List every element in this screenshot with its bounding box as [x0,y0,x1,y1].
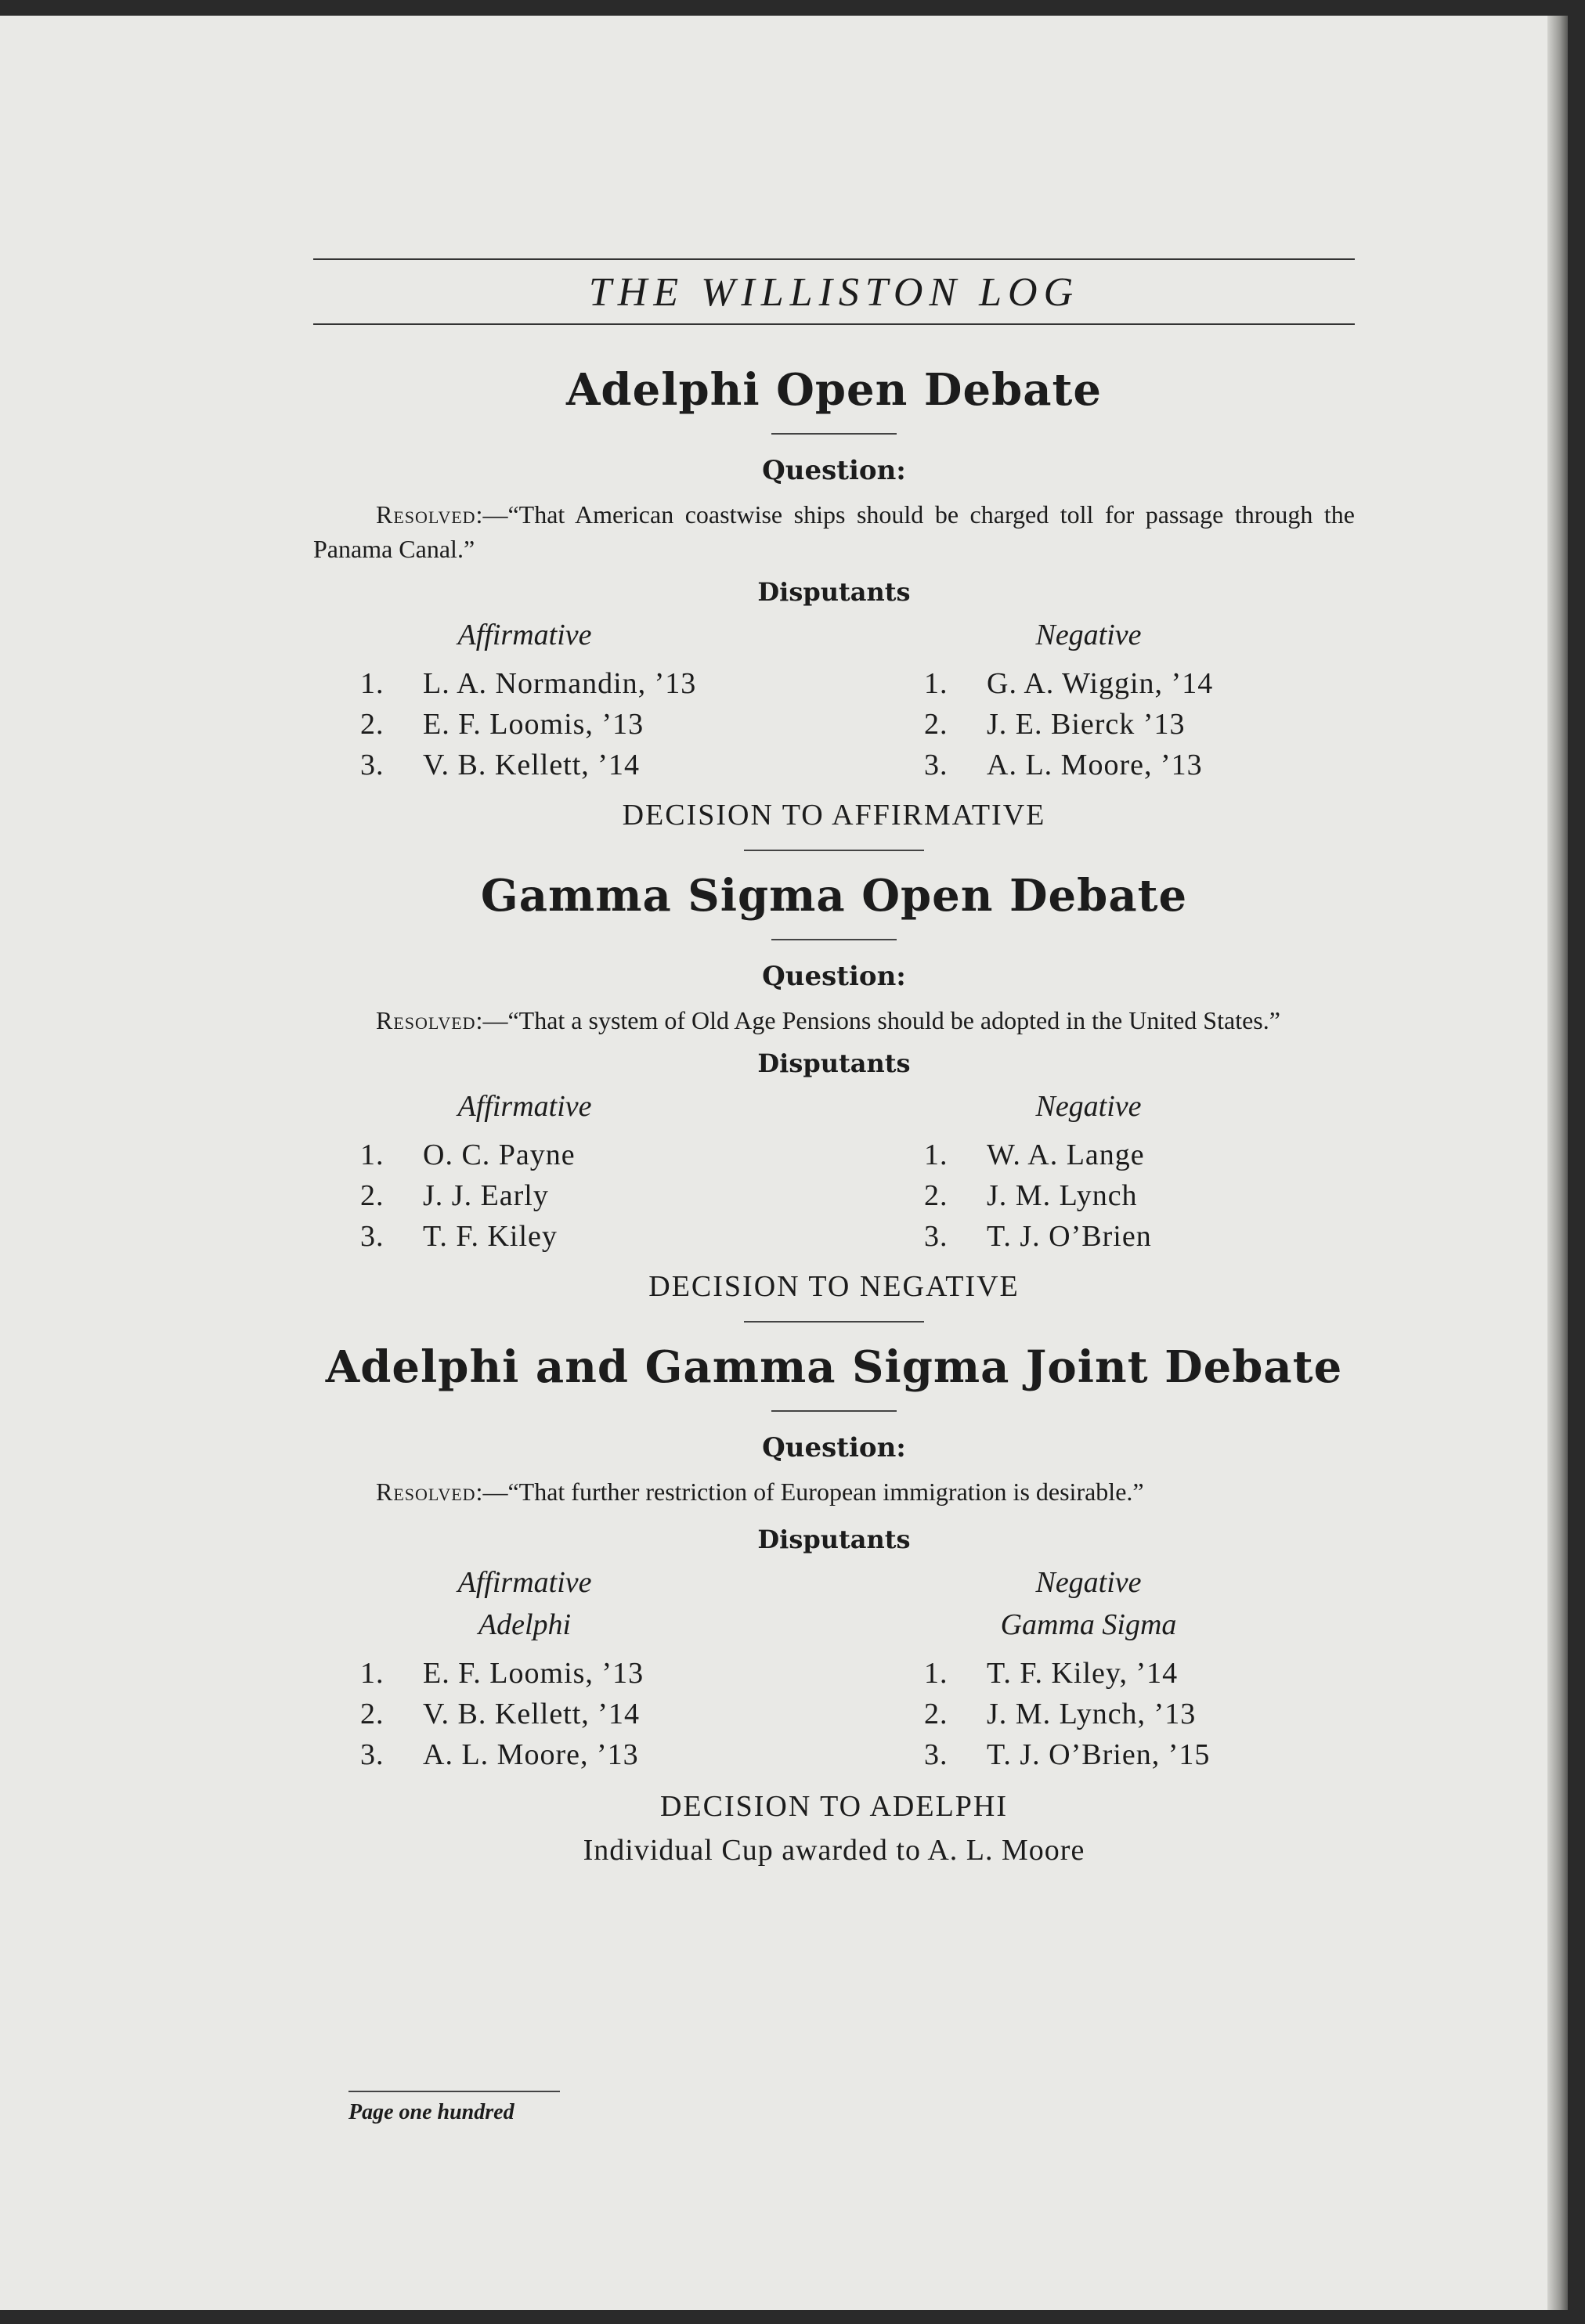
title-rule [771,1410,897,1412]
negative-speaker: 3. T. J. O’Brien, ’15 [924,1738,1211,1771]
affirmative-speaker: 1. L. A. Normandin, ’13 [360,667,697,700]
debate-title: Adelphi Open Debate [565,364,1103,416]
question-label: Question: [762,455,906,486]
affirmative-heading: Affirmative [457,1090,592,1123]
disputants-label: Disputants [757,577,911,607]
negative-heading: Negative [1035,1566,1142,1599]
negative-column [924,618,1363,785]
disputant-columns [313,618,1355,781]
masthead-bottom-rule [313,323,1355,325]
decision-text: DECISION TO AFFIRMATIVE [622,799,1046,832]
negative-speaker: 3. A. L. Moore, ’13 [924,749,1203,781]
affirmative-heading: Affirmative [457,619,592,651]
page-number-text: Page one hundred [348,2100,514,2124]
negative-column [924,1089,1363,1257]
resolution-text [313,1474,1355,1509]
affirmative-column [360,618,799,785]
affirmative-speaker: 1. E. F. Loomis, ’13 [360,1657,644,1690]
affirmative-speaker: 3. T. F. Kiley [360,1220,558,1253]
page-content [313,258,1355,1868]
negative-heading: Negative [1035,619,1142,651]
decision-text: DECISION TO ADELPHI [659,1790,1009,1823]
affirmative-speaker: 3. A. L. Moore, ’13 [360,1738,639,1771]
negative-heading: Negative [1035,1090,1142,1123]
disputants-label: Disputants [757,1525,911,1554]
debate-adelphi-open [313,364,1355,851]
footer-rule [348,2091,560,2092]
resolved-label: Resolved [376,500,476,529]
resolved-label: Resolved [376,1478,476,1506]
debate-title: Gamma Sigma Open Debate [480,870,1188,922]
negative-column [924,1565,1363,1775]
question-label: Question: [762,961,906,992]
debate-joint [313,1341,1355,1868]
affirmative-speaker: 2. V. B. Kellett, ’14 [360,1698,640,1730]
disputants-label: Disputants [757,1048,911,1078]
resolution-text [313,497,1355,566]
disputant-columns [313,1089,1355,1253]
negative-speaker: 2. J. M. Lynch [924,1179,1138,1212]
title-rule [771,939,897,940]
resolution-body: :—“That a system of Old Age Pensions should be adopted in the United States.” [475,1006,1280,1034]
affirmative-heading: Affirmative [457,1566,592,1599]
decision-text: DECISION TO NEGATIVE [648,1270,1020,1303]
debate-gamma-sigma-open [313,870,1355,1323]
document-page [0,16,1568,2310]
disputant-columns [313,1565,1355,1771]
affirmative-speaker: 1. O. C. Payne [360,1139,576,1171]
affirmative-column [360,1089,799,1257]
question-label: Question: [762,1432,906,1463]
affirmative-speaker: 3. V. B. Kellett, ’14 [360,749,640,781]
negative-speaker: 1. G. A. Wiggin, ’14 [924,667,1214,700]
section-divider [744,850,924,851]
negative-speaker: 3. T. J. O’Brien [924,1220,1152,1253]
negative-speaker: 1. W. A. Lange [924,1139,1145,1171]
affirmative-speaker: 2. J. J. Early [360,1179,549,1212]
page-spine-shadow [1547,16,1568,2310]
section-divider [744,1321,924,1323]
masthead-title: THE WILLISTON LOG [588,270,1080,315]
negative-speaker: 2. J. M. Lynch, ’13 [924,1698,1197,1730]
title-rule [771,433,897,435]
resolved-label: Resolved [376,1006,476,1034]
negative-speaker: 2. J. E. Bierck ’13 [924,708,1186,741]
page-footer [348,2091,560,2125]
negative-speaker: 1. T. F. Kiley, ’14 [924,1657,1179,1690]
affirmative-society: Adelphi [478,1608,572,1641]
negative-society: Gamma Sigma [1000,1608,1177,1641]
debate-title: Adelphi and Gamma Sigma Joint Debate [325,1341,1343,1393]
affirmative-column [360,1565,799,1775]
resolution-body: :—“That American coastwise ships should be charged toll for passage through the Panama Canal.” [313,500,1355,563]
individual-cup-note: Individual Cup awarded to A. L. Moore [583,1834,1085,1867]
affirmative-speaker: 2. E. F. Loomis, ’13 [360,708,644,741]
resolution-text [313,1003,1355,1038]
resolution-body: :—“That further restriction of European immigration is desirable.” [475,1478,1144,1506]
